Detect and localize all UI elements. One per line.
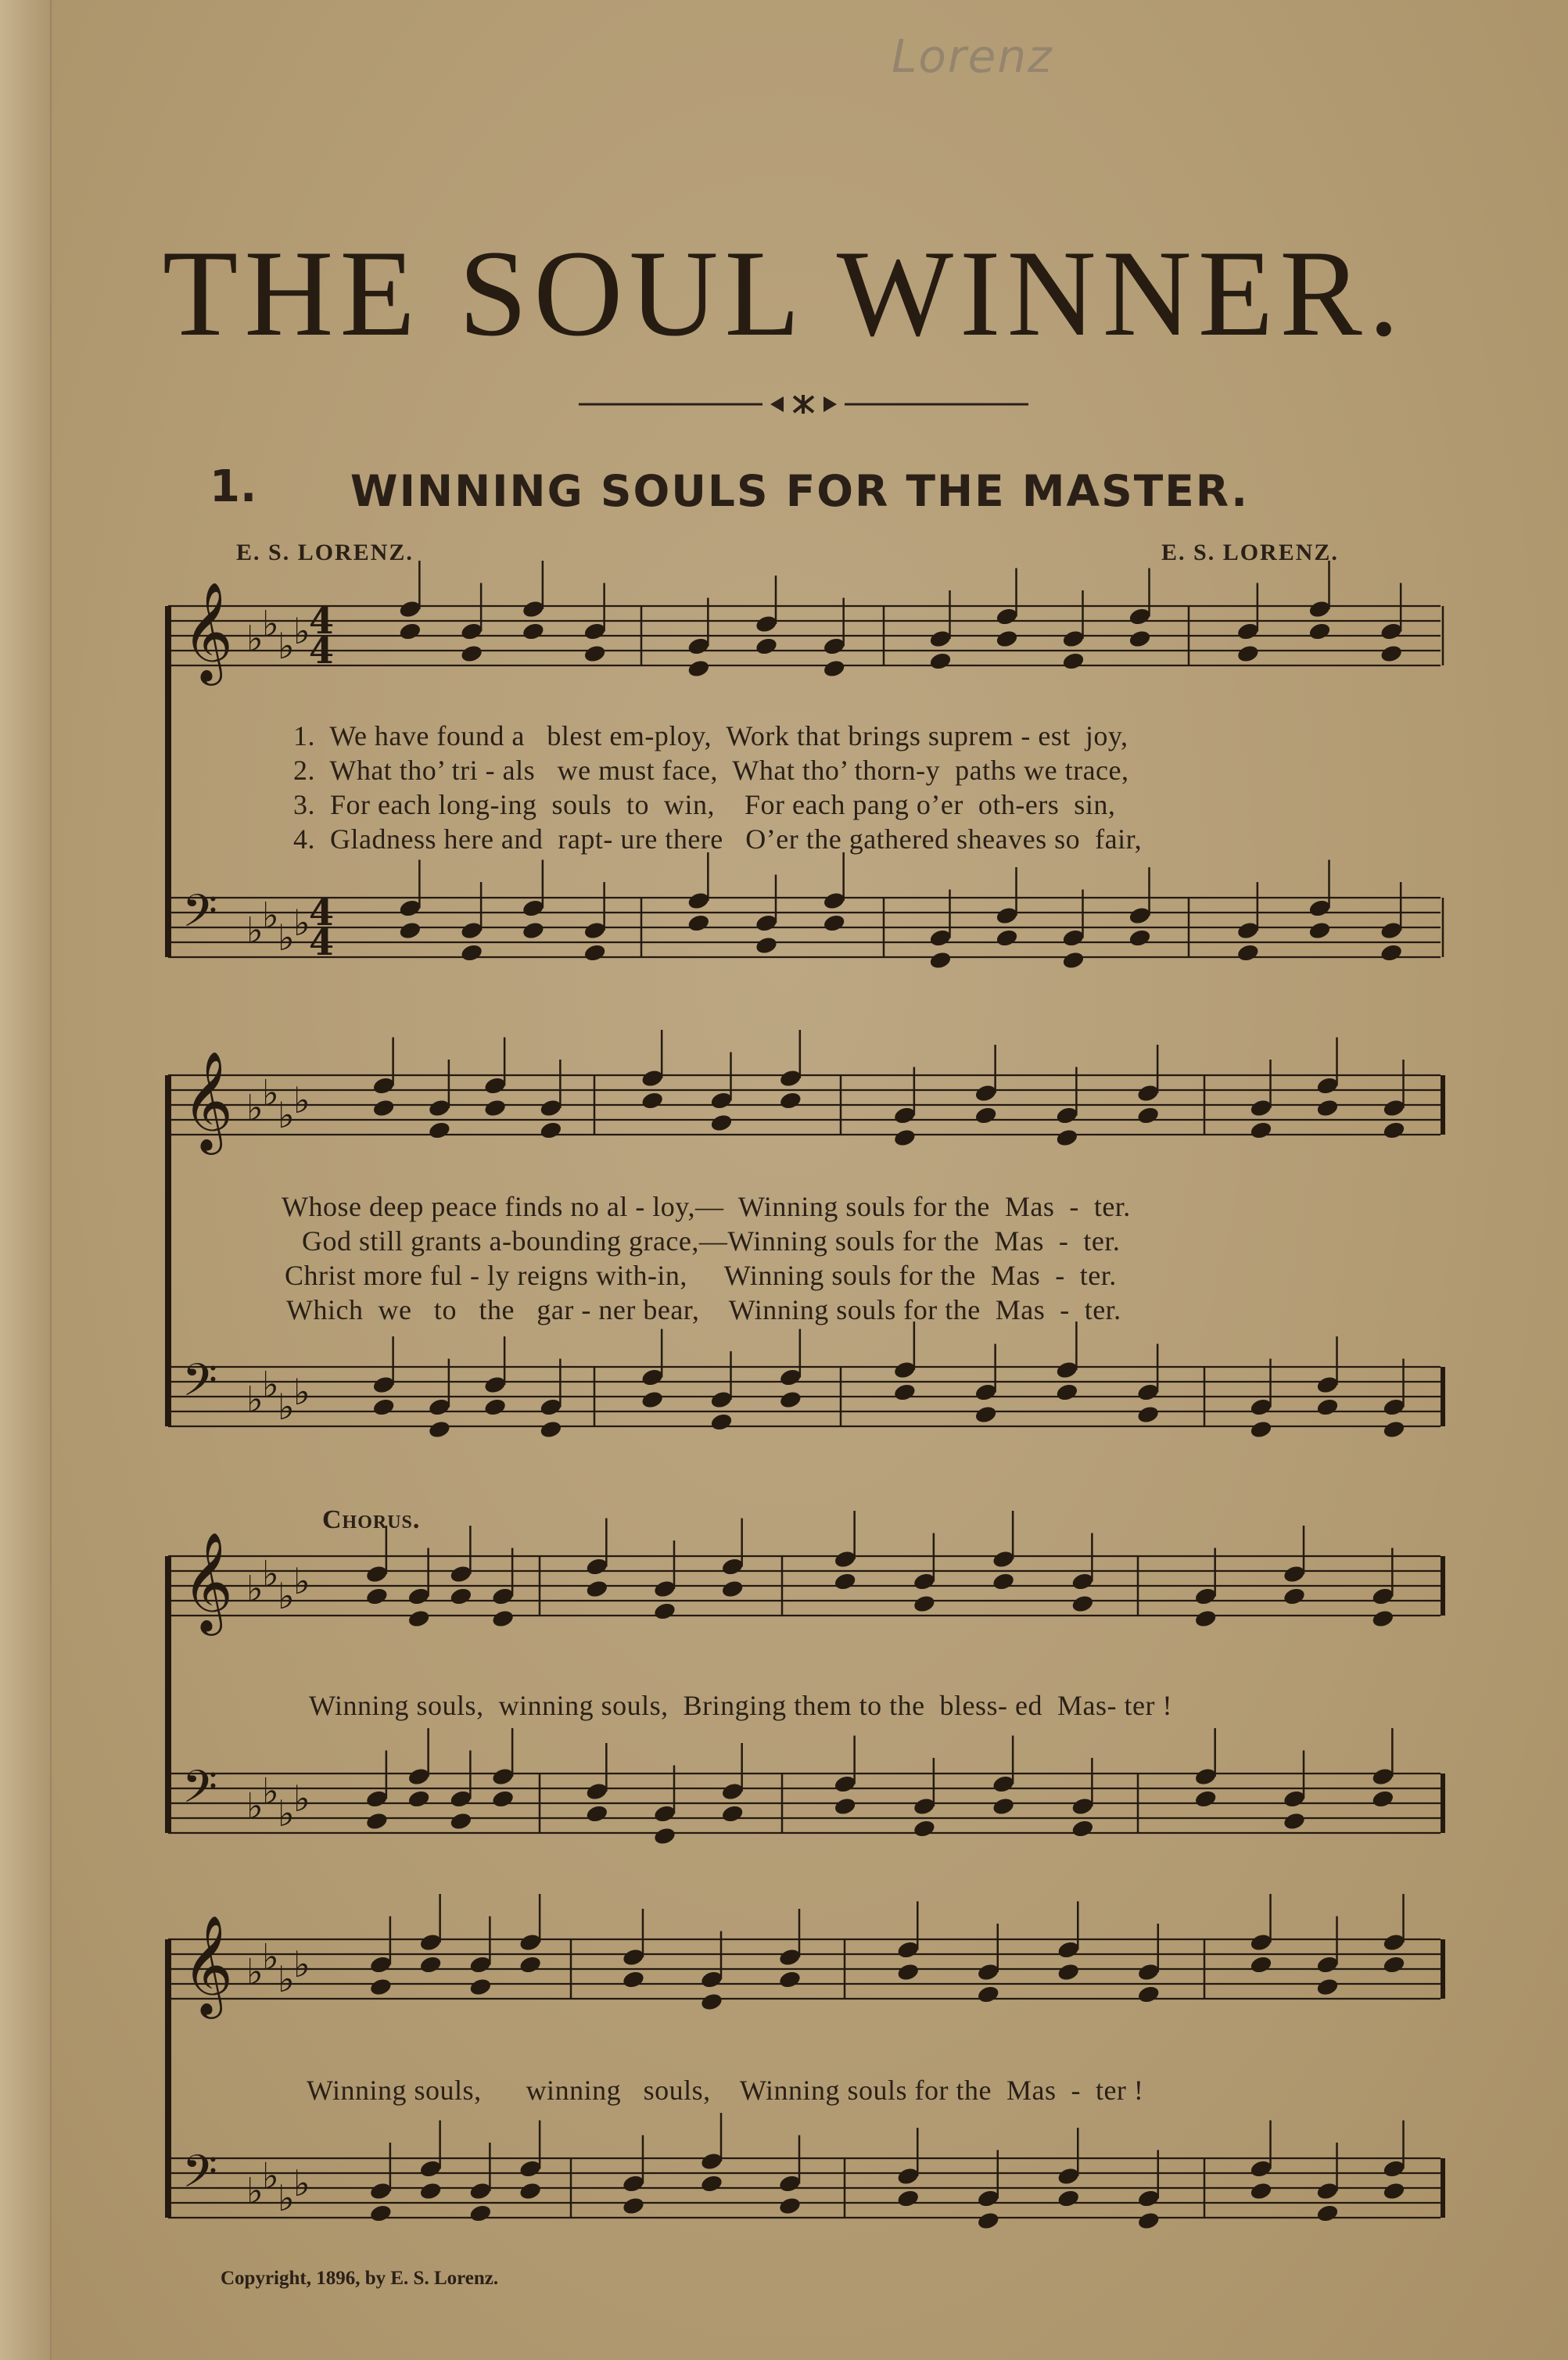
- note-head: [700, 2151, 724, 2172]
- note-head: [365, 1564, 389, 1584]
- note-head: [913, 1796, 937, 1817]
- note-head: [720, 1557, 745, 1577]
- note-head: [700, 1992, 724, 2012]
- flat-icon: ♭: [293, 1371, 310, 1413]
- note-head: [418, 1955, 443, 1975]
- note-head: [1380, 943, 1404, 963]
- note-head: [491, 1766, 515, 1787]
- note-head: [822, 637, 846, 657]
- note-head: [407, 1789, 431, 1809]
- note-head: [1382, 2159, 1406, 2179]
- hymn-title: WINNING SOULS FOR THE MASTER.: [350, 466, 1250, 516]
- verse-1-line-1: 1. We have found a blest em-ploy, Work that brings suprem - est joy,: [293, 720, 1128, 751]
- note-head: [483, 1397, 508, 1418]
- flat-icon: ♭: [293, 902, 310, 944]
- note-head: [1057, 2189, 1081, 2209]
- note-head: [653, 1579, 677, 1599]
- verse-2-line-1: 2. What tho’ tri - als we must face, What tho’ thorn-y paths we trace,: [293, 755, 1129, 786]
- note-head: [1249, 1098, 1273, 1118]
- note-head: [822, 891, 846, 911]
- note-head: [460, 943, 484, 963]
- note-head: [418, 2159, 443, 2179]
- flat-icon: ♭: [262, 2154, 279, 2197]
- note-head: [1380, 622, 1404, 642]
- note-head: [709, 1091, 734, 1111]
- note-head: [1371, 1766, 1395, 1787]
- note-head: [1236, 622, 1261, 642]
- note-head: [833, 1774, 857, 1795]
- note-head: [1249, 1121, 1273, 1141]
- note-head: [1371, 1587, 1395, 1607]
- note-head: [1136, 1404, 1161, 1425]
- note-head: [371, 1375, 396, 1395]
- note-head: [755, 637, 779, 657]
- chorus-line-1: Winning souls, winning souls, Bringing them to the bless- ed Mas- ter !: [309, 1690, 1172, 1721]
- note-head: [1382, 1419, 1406, 1440]
- note-head: [720, 1804, 745, 1824]
- note-head: [491, 1587, 515, 1607]
- note-head: [583, 943, 607, 963]
- note-head: [398, 599, 422, 619]
- note-head: [585, 1557, 609, 1577]
- note-head: [928, 629, 953, 649]
- note-head: [1236, 943, 1261, 963]
- note-head: [709, 1390, 734, 1410]
- note-head: [995, 607, 1019, 627]
- note-head: [468, 1977, 493, 1997]
- note-head: [585, 1781, 609, 1802]
- note-head: [449, 1564, 473, 1584]
- flat-icon: ♭: [278, 1958, 295, 2000]
- bass-clef-icon: 𝄢: [182, 2145, 218, 2209]
- note-head: [371, 1098, 396, 1118]
- note-head: [1315, 2181, 1340, 2201]
- note-head: [1055, 1383, 1079, 1403]
- verse-1-line-2: Whose deep peace finds no al - loy,— Winning souls for the Mas - ter.: [282, 1191, 1131, 1222]
- note-head: [995, 928, 1019, 949]
- flat-icon: ♭: [246, 617, 264, 660]
- note-head: [640, 1068, 665, 1089]
- note-head: [1193, 1587, 1218, 1607]
- chorus-line-2: Winning souls, winning souls, Winning souls for the Mas - ter !: [307, 2075, 1144, 2106]
- note-head: [369, 2181, 393, 2201]
- note-head: [687, 658, 711, 679]
- note-head: [398, 622, 422, 642]
- flat-icon: ♭: [262, 1071, 279, 1114]
- note-head: [428, 1121, 452, 1141]
- note-head: [583, 920, 607, 941]
- note-head: [720, 1781, 745, 1802]
- note-head: [755, 913, 779, 934]
- note-head: [640, 1390, 665, 1410]
- note-head: [1382, 1955, 1406, 1975]
- note-head: [1236, 920, 1261, 941]
- note-head: [778, 2196, 802, 2216]
- note-head: [1371, 1789, 1395, 1809]
- flat-icon: ♭: [278, 1575, 295, 1617]
- note-head: [369, 2204, 393, 2224]
- note-head: [653, 1826, 677, 1846]
- note-head: [1071, 1796, 1095, 1817]
- note-head: [778, 1970, 802, 1990]
- treble-clef-icon: 𝄞: [182, 1050, 234, 1150]
- note-head: [1071, 1819, 1095, 1839]
- note-head: [976, 1962, 1000, 1982]
- note-head: [622, 2196, 646, 2216]
- chorus-label: Chorus.: [322, 1505, 421, 1534]
- note-head: [1193, 1766, 1218, 1787]
- note-head: [1128, 607, 1152, 627]
- flat-icon: ♭: [278, 916, 295, 959]
- note-head: [1315, 1397, 1340, 1418]
- words-credit: E. S. LORENZ.: [236, 540, 414, 565]
- flat-icon: ♭: [246, 1784, 264, 1827]
- note-head: [585, 1579, 609, 1599]
- note-head: [1061, 950, 1085, 970]
- note-head: [622, 1947, 646, 1967]
- flat-icon: ♭: [262, 1770, 279, 1813]
- note-head: [1055, 1128, 1079, 1148]
- note-head: [974, 1383, 998, 1403]
- note-head: [833, 1796, 857, 1817]
- note-head: [1136, 2211, 1161, 2231]
- note-head: [398, 920, 422, 941]
- note-head: [893, 1360, 917, 1380]
- book-title: THE SOUL WINNER.: [162, 225, 1406, 362]
- note-head: [1128, 629, 1152, 649]
- flat-icon: ♭: [278, 1792, 295, 1835]
- flat-icon: ♭: [246, 1378, 264, 1421]
- note-head: [896, 1940, 920, 1960]
- note-head: [974, 1083, 998, 1103]
- note-head: [1136, 1383, 1161, 1403]
- note-head: [1136, 1083, 1161, 1103]
- note-head: [1315, 2204, 1340, 2224]
- note-head: [1061, 651, 1085, 672]
- note-head: [974, 1106, 998, 1126]
- note-head: [1283, 1587, 1307, 1607]
- note-head: [1382, 1121, 1406, 1141]
- flat-icon: ♭: [262, 1363, 279, 1406]
- note-head: [1071, 1572, 1095, 1592]
- note-head: [778, 2174, 802, 2194]
- note-head: [1249, 1419, 1273, 1440]
- note-head: [700, 2174, 724, 2194]
- note-head: [1249, 1932, 1273, 1953]
- note-head: [418, 2181, 443, 2201]
- note-head: [893, 1106, 917, 1126]
- flat-icon: ♭: [262, 1935, 279, 1978]
- note-head: [928, 928, 953, 949]
- note-head: [1315, 1375, 1340, 1395]
- note-head: [369, 1977, 393, 1997]
- note-head: [1193, 1609, 1218, 1629]
- note-head: [449, 1811, 473, 1831]
- note-head: [460, 920, 484, 941]
- note-head: [1283, 1789, 1307, 1809]
- note-head: [779, 1068, 803, 1089]
- note-head: [1308, 898, 1332, 919]
- note-head: [653, 1601, 677, 1622]
- note-head: [365, 1789, 389, 1809]
- time-signature-bottom: 4: [309, 921, 335, 963]
- note-head: [428, 1419, 452, 1440]
- verse-4-line-2: Which we to the gar - ner bear, Winning souls for the Mas - ter.: [286, 1294, 1121, 1325]
- note-head: [913, 1594, 937, 1614]
- note-head: [755, 614, 779, 634]
- bass-clef-icon: 𝄢: [182, 1354, 218, 1418]
- note-head: [893, 1383, 917, 1403]
- note-head: [1380, 920, 1404, 941]
- note-head: [822, 913, 846, 934]
- note-head: [1057, 1962, 1081, 1982]
- note-head: [1136, 1962, 1161, 1982]
- note-head: [1371, 1609, 1395, 1629]
- note-head: [1136, 2189, 1161, 2209]
- note-head: [1382, 1932, 1406, 1953]
- note-head: [992, 1572, 1016, 1592]
- note-head: [522, 898, 546, 919]
- note-head: [755, 935, 779, 956]
- flat-icon: ♭: [293, 1943, 310, 1985]
- flat-icon: ♭: [246, 909, 264, 952]
- verse-2-line-2: God still grants a-bounding grace,—Winning souls for the Mas - ter.: [302, 1225, 1121, 1257]
- note-head: [779, 1368, 803, 1388]
- note-head: [1249, 2181, 1273, 2201]
- note-head: [491, 1609, 515, 1629]
- flat-icon: ♭: [262, 1552, 279, 1595]
- note-head: [640, 1091, 665, 1111]
- note-head: [974, 1404, 998, 1425]
- note-head: [1249, 2159, 1273, 2179]
- flat-icon: ♭: [262, 894, 279, 937]
- note-head: [1283, 1564, 1307, 1584]
- note-head: [1315, 1955, 1340, 1975]
- note-head: [449, 1789, 473, 1809]
- note-head: [518, 2181, 543, 2201]
- note-head: [709, 1113, 734, 1133]
- note-head: [778, 1947, 802, 1967]
- flat-icon: ♭: [278, 625, 295, 667]
- note-head: [622, 1970, 646, 1990]
- note-head: [1315, 1098, 1340, 1118]
- note-head: [1249, 1955, 1273, 1975]
- flat-icon: ♭: [262, 602, 279, 645]
- note-head: [1055, 1360, 1079, 1380]
- note-head: [418, 1932, 443, 1953]
- note-head: [483, 1098, 508, 1118]
- note-head: [539, 1121, 563, 1141]
- pencil-annotation: Lorenz: [892, 30, 1053, 83]
- note-head: [928, 950, 953, 970]
- note-head: [720, 1579, 745, 1599]
- note-head: [976, 1985, 1000, 2005]
- note-head: [1382, 1397, 1406, 1418]
- note-head: [449, 1587, 473, 1607]
- note-head: [539, 1397, 563, 1418]
- note-head: [896, 2166, 920, 2186]
- note-head: [992, 1549, 1016, 1569]
- note-head: [407, 1587, 431, 1607]
- note-head: [833, 1549, 857, 1569]
- note-head: [468, 1955, 493, 1975]
- note-head: [640, 1368, 665, 1388]
- note-head: [687, 637, 711, 657]
- note-head: [928, 651, 953, 672]
- treble-clef-icon: 𝄞: [182, 581, 234, 681]
- note-head: [779, 1091, 803, 1111]
- note-head: [992, 1774, 1016, 1795]
- note-head: [491, 1789, 515, 1809]
- note-head: [687, 913, 711, 934]
- note-head: [1283, 1811, 1307, 1831]
- note-head: [687, 891, 711, 911]
- flat-icon: ♭: [293, 1777, 310, 1820]
- note-head: [460, 622, 484, 642]
- note-head: [822, 658, 846, 679]
- time-signature-top: 4: [309, 600, 335, 642]
- note-head: [833, 1572, 857, 1592]
- note-head: [896, 1962, 920, 1982]
- note-head: [1315, 1076, 1340, 1096]
- note-head: [995, 629, 1019, 649]
- note-head: [779, 1390, 803, 1410]
- flat-icon: ♭: [293, 1079, 310, 1121]
- note-head: [522, 622, 546, 642]
- verse-3-line-2: Christ more ful - ly reigns with-in, Winning souls for the Mas - ter.: [285, 1260, 1117, 1291]
- time-signature-top: 4: [309, 891, 335, 934]
- note-head: [1380, 644, 1404, 664]
- note-head: [1061, 928, 1085, 949]
- note-head: [653, 1804, 677, 1824]
- note-head: [539, 1098, 563, 1118]
- note-head: [1136, 1985, 1161, 2005]
- flat-icon: ♭: [293, 1560, 310, 1602]
- note-head: [407, 1766, 431, 1787]
- note-head: [539, 1419, 563, 1440]
- note-head: [1061, 629, 1085, 649]
- note-head: [428, 1397, 452, 1418]
- note-head: [1055, 1106, 1079, 1126]
- note-head: [1249, 1397, 1273, 1418]
- note-head: [371, 1397, 396, 1418]
- note-head: [365, 1811, 389, 1831]
- note-head: [518, 1932, 543, 1953]
- note-head: [483, 1375, 508, 1395]
- note-head: [468, 2181, 493, 2201]
- note-head: [1382, 1098, 1406, 1118]
- note-head: [896, 2189, 920, 2209]
- verse-4-line-1: 4. Gladness here and rapt- ure there O’er the gathered sheaves so fair,: [293, 823, 1143, 855]
- note-head: [585, 1804, 609, 1824]
- flat-icon: ♭: [293, 2162, 310, 2204]
- note-head: [1315, 1977, 1340, 1997]
- note-head: [522, 920, 546, 941]
- music-credit: E. S. LORENZ.: [1161, 540, 1339, 565]
- note-head: [371, 1076, 396, 1096]
- note-head: [976, 2189, 1000, 2209]
- copyright-notice: Copyright, 1896, by E. S. Lorenz.: [221, 2268, 499, 2289]
- note-head: [369, 1955, 393, 1975]
- flat-icon: ♭: [278, 2177, 295, 2219]
- note-head: [709, 1412, 734, 1433]
- note-head: [622, 2174, 646, 2194]
- note-head: [468, 2204, 493, 2224]
- flat-icon: ♭: [246, 1950, 264, 1993]
- treble-clef-icon: 𝄞: [182, 1531, 234, 1631]
- note-head: [1057, 1940, 1081, 1960]
- hymn-number: 1.: [210, 461, 257, 512]
- verse-3-line-1: 3. For each long-ing souls to win, For each pang o’er oth-ers sin,: [293, 789, 1116, 820]
- note-head: [1136, 1106, 1161, 1126]
- note-head: [483, 1076, 508, 1096]
- note-head: [522, 599, 546, 619]
- note-head: [1236, 644, 1261, 664]
- note-head: [913, 1819, 937, 1839]
- note-head: [1128, 906, 1152, 926]
- note-head: [1308, 599, 1332, 619]
- note-head: [518, 1955, 543, 1975]
- note-head: [398, 898, 422, 919]
- note-head: [1071, 1594, 1095, 1614]
- note-head: [976, 2211, 1000, 2231]
- note-head: [1193, 1789, 1218, 1809]
- note-head: [583, 644, 607, 664]
- note-head: [893, 1128, 917, 1148]
- time-signature-bottom: 4: [309, 629, 335, 672]
- note-head: [518, 2159, 543, 2179]
- note-head: [583, 622, 607, 642]
- note-head: [1057, 2166, 1081, 2186]
- flat-icon: ♭: [278, 1094, 295, 1136]
- note-head: [1308, 920, 1332, 941]
- note-head: [1128, 928, 1152, 949]
- note-head: [992, 1796, 1016, 1817]
- note-head: [1308, 622, 1332, 642]
- bass-clef-icon: 𝄢: [182, 884, 218, 949]
- flat-icon: ♭: [246, 1086, 264, 1129]
- flat-icon: ♭: [293, 610, 310, 652]
- note-head: [700, 1970, 724, 1990]
- note-head: [913, 1572, 937, 1592]
- note-head: [428, 1098, 452, 1118]
- flat-icon: ♭: [278, 1386, 295, 1428]
- bass-clef-icon: 𝄢: [182, 1760, 218, 1824]
- note-head: [995, 906, 1019, 926]
- flat-icon: ♭: [246, 1567, 264, 1610]
- note-head: [407, 1609, 431, 1629]
- note-head: [365, 1587, 389, 1607]
- note-head: [1382, 2181, 1406, 2201]
- treble-clef-icon: 𝄞: [182, 1914, 234, 2014]
- note-head: [460, 644, 484, 664]
- flat-icon: ♭: [246, 2169, 264, 2212]
